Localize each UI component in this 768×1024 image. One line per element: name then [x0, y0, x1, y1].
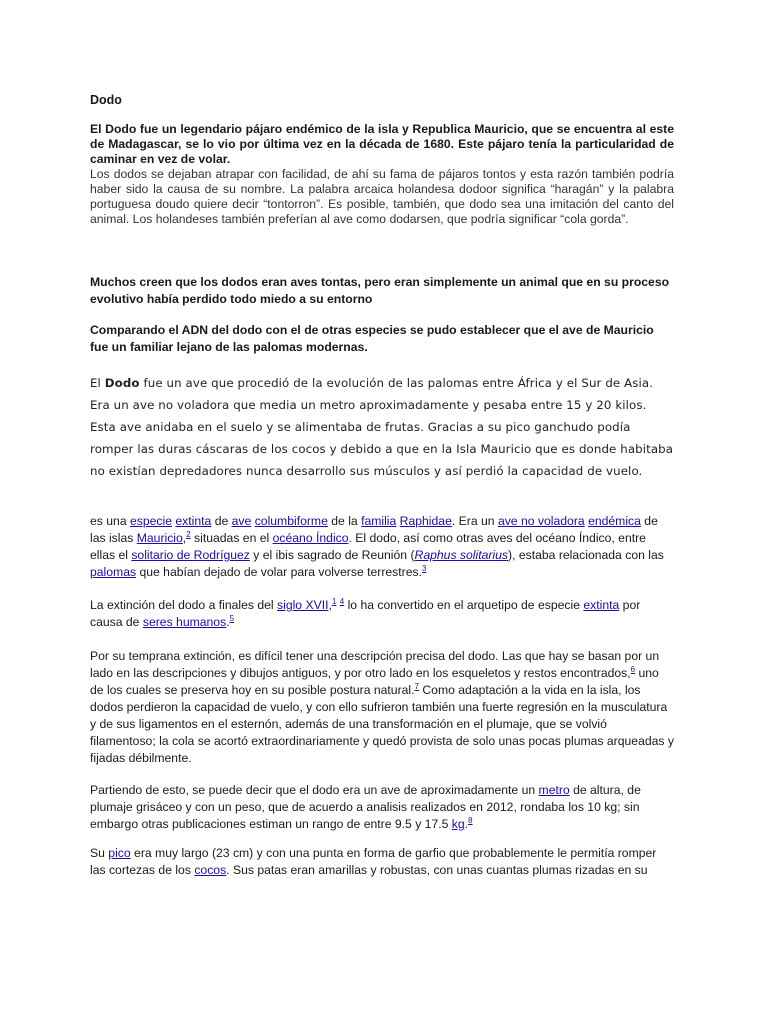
intro-paragraph — [90, 122, 674, 227]
description-paragraph — [90, 648, 674, 767]
ref-link-1[interactable]: 1 — [331, 596, 337, 606]
text-span: . Era un — [451, 514, 498, 528]
text-span: ), estaba relacionada con las — [508, 548, 664, 562]
text-span: de — [211, 514, 232, 528]
link-mauricio[interactable]: Mauricio — [136, 531, 183, 545]
link-extinta-2[interactable]: extinta — [583, 598, 620, 612]
ref-link-2[interactable]: 2 — [186, 529, 191, 539]
link-palomas[interactable]: palomas — [90, 565, 137, 579]
link-metro[interactable]: metro — [538, 783, 570, 797]
text-span: uno de los cuales se preserva hoy en su posible postura natural. — [90, 666, 659, 697]
text-span: era muy largo (23 cm) y con una punta en forma de garfio que probablemente le permitía romper las cortezas de los — [90, 846, 657, 877]
link-ave[interactable]: ave — [231, 514, 252, 528]
link-ave-no-voladora[interactable]: ave no voladora — [497, 514, 585, 528]
link-oceano-indico[interactable]: océano Índico — [272, 531, 349, 545]
ref-3 — [422, 564, 426, 573]
evolution-paragraph — [90, 372, 674, 482]
text-span: Su — [90, 846, 109, 860]
ref-link-7[interactable]: 7 — [414, 681, 419, 691]
claim-tontas-heading: Muchos creen que los dodos eran aves tontas, pero eran simplemente un animal que en su proceso evolutivo había perdido todo miedo a su entorno — [90, 275, 670, 306]
ref-1 — [332, 597, 336, 606]
size-paragraph — [90, 782, 674, 833]
text-span: de altura, de plumaje grisáceo y con un peso, que de acuerdo a analisis realizados en 2012, rondaba los 10 kg; sin embargo otras publicaciones estiman un rango de entre 9.5 y 17.5 — [90, 783, 641, 831]
link-seres-humanos[interactable]: seres humanos — [142, 615, 227, 629]
claim-adn-heading: Comparando el ADN del dodo con el de otras especies se pudo establecer que el ave de Mauricio fue un familiar lejano de las palomas modernas. — [90, 323, 654, 354]
text-span: Por su temprana extinción, es difícil tener una descripción precisa del dodo. Las que hay se basan por un lado en las descripciones y dibujos antiguos, y por otro lado en los esqueletos y restos encontrados, — [90, 649, 660, 680]
link-familia[interactable]: familia — [361, 514, 397, 528]
link-endemica[interactable]: endémica — [588, 514, 641, 528]
link-raphus-solitarius[interactable]: Raphus solitarius — [414, 548, 509, 562]
ref-link-6[interactable]: 6 — [630, 664, 636, 674]
wiki-intro-paragraph: es una especie extinta de ave columbiforme de la familia Raphidae. Era un ave no voladora endémica de las islas Mauricio,$^2$ situadas en el océano Índico. El dodo, así como otras aves del océano Índico, entre ellas el solitario de Rodríguez y el ibis sagrado de Reunión (Raphus solitarius), estaba relacionada con las palomas que habían dejado de volar para volverse terrestres.$^3$ — [90, 514, 664, 579]
intro-bold-text: El Dodo fue un legendario pájaro endémico de la isla y Republica Mauricio, que se encuentra al este de Madagascar, se lo vio por última vez en la década de 1680. Este pájaro tenía la particularidad de caminar en vez de volar. — [90, 122, 674, 166]
text-span: es una — [90, 514, 130, 528]
text-span: . El dodo, así como otras aves del océano Índico, entre ellas el — [90, 531, 646, 562]
link-raphidae[interactable]: Raphidae — [399, 514, 452, 528]
evo-pre: El — [90, 376, 105, 390]
link-especie[interactable]: especie — [129, 514, 172, 528]
text-span: . — [464, 817, 469, 831]
text-span: lo ha convertido en el arquetipo de especie — [344, 598, 584, 612]
text-span: . Sus patas eran amarillas y robustas, con unas cuantas plumas rizadas en su — [226, 863, 648, 877]
text-span: La extinción del dodo a finales del — [90, 598, 278, 612]
extinction-paragraph — [90, 597, 674, 631]
link-pico[interactable]: pico — [108, 846, 131, 860]
ref-link-3[interactable]: 3 — [421, 563, 427, 573]
text-span: y el ibis sagrado de Reunión ( — [249, 548, 415, 562]
text-span: . — [226, 615, 230, 629]
text-span: Como adaptación a la vida en la isla, los dodos perdieron la capacidad de vuelo, y con ello sufrieron también una fuerte regresión en la musculatura y de sus ligamentos en el esternón, además de una transformación en el plumaje, que se volvió filamentoso; la cola se acortó extraordinariamente y quedó provista de solo unas pocas plumas arqueadas y fijadas débilmente. — [90, 683, 674, 765]
link-siglo-xvii[interactable]: siglo XVII — [277, 598, 329, 612]
link-columbiforme[interactable]: columbiforme — [254, 514, 328, 528]
text-span: de la — [327, 514, 362, 528]
text-span: que habían dejado de volar para volverse terrestres. — [136, 565, 422, 579]
evo-text: fue un ave que procedió de la evolución de las palomas entre África y el Sur de Asia. Era un ave no voladora que media un metro aproximadamente y pesaba entre 15 y 20 kilos. Esta ave anidaba en el suelo y se alimentaba de frutas. Gracias a su pico ganchudo podía romper las duras cáscaras de los cocos y debido a que en la Isla Mauricio que es donde habitaba no existían depredadores nunca desarrollo sus músculos y así perdió la capacidad de vuelo. — [90, 376, 674, 478]
link-extinta[interactable]: extinta — [175, 514, 212, 528]
page-title: Dodo — [90, 93, 122, 107]
ref-link-8[interactable]: 8 — [468, 815, 473, 825]
link-solitario-rodriguez[interactable]: solitario de Rodríguez — [131, 548, 250, 562]
text-span: de las islas — [90, 514, 658, 545]
link-cocos[interactable]: cocos — [194, 863, 227, 877]
ref-link-4[interactable]: 4 — [339, 596, 345, 606]
text-span: por causa de — [90, 598, 641, 629]
ref-8 — [468, 816, 472, 825]
text-span: Partiendo de esto, se puede decir que el dodo era un ave de aproximadamente un — [90, 783, 539, 797]
evo-keyword: Dodo — [104, 376, 140, 390]
link-kg[interactable]: kg — [451, 817, 465, 831]
beak-paragraph — [90, 845, 674, 879]
intro-body-text: Los dodos se dejaban atrapar con facilidad, de ahí su fama de pájaros tontos y esta razón también podría haber sido la causa de su nombre. La palabra arcaica holandesa dodoor significa “haragán” y la palabra portuguesa doudo quiere decir “tontorron”. Es posible, también, que dodo sea una imitación del canto del animal. Los holandeses también preferían al ave como dodarsen, que podría significar “cola gorda”. — [90, 167, 674, 226]
text-span: situadas en el — [190, 531, 273, 545]
text-span: , — [328, 598, 332, 612]
ref-5 — [230, 614, 234, 623]
ref-link-5[interactable]: 5 — [229, 613, 235, 623]
